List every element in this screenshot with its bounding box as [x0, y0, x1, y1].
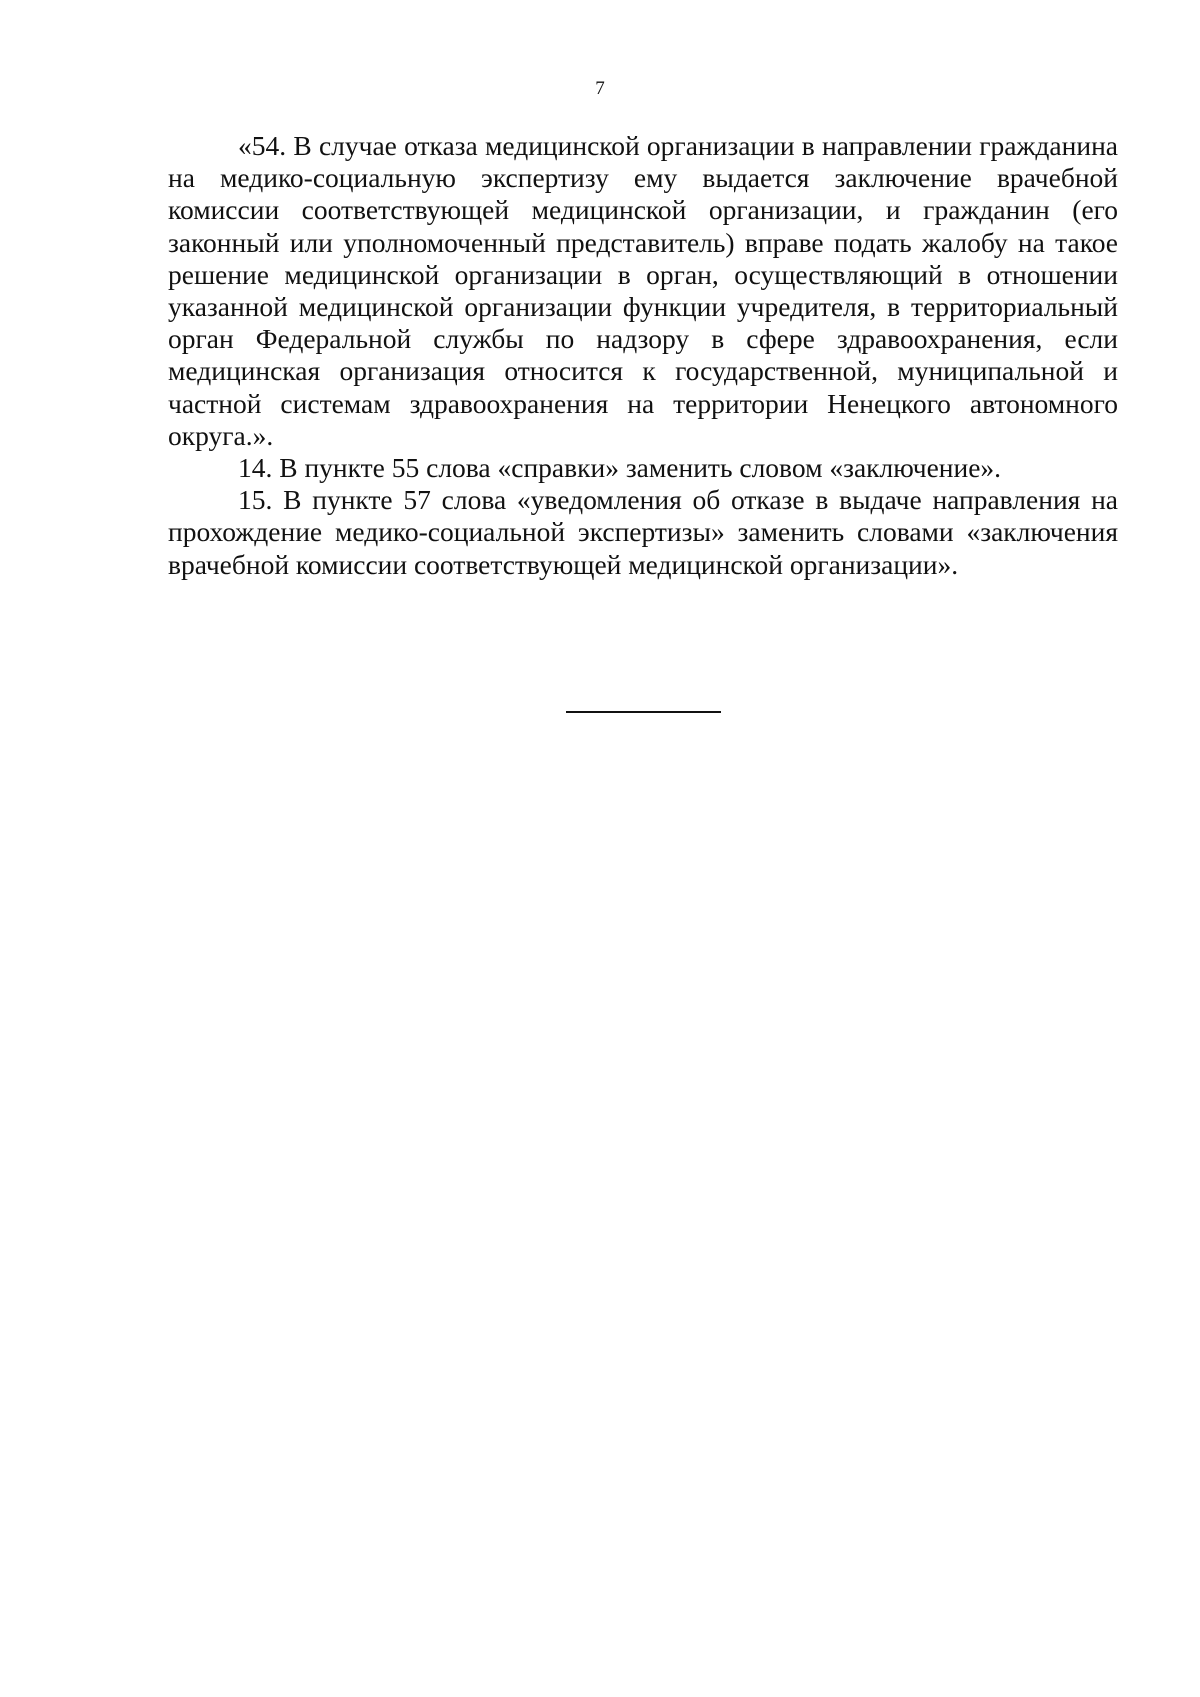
paragraph-item-15: 15. В пункте 57 слова «уведомления об отказе в выдаче направления на прохождение медико-социальной экспертизы» заменить словами «заключения врачебной комиссии соответствующей медицинской организации». [168, 484, 1118, 580]
paragraph-item-54: «54. В случае отказа медицинской организации в направлении гражданина на медико-социальную экспертизу ему выдается заключение врачебной комиссии соответствующей медицинской организации, и гражданин (его законный или уполномоченный представитель) вправе подать жалобу на такое решение медицинской организации в орган, осуществляющий в отношении указанной медицинской организации функции учредителя, в территориальный орган Федеральной службы по надзору в сфере здравоохранения, если медицинская организация относится к государственной, муниципальной и частной системам здравоохранения на территории Ненецкого автономного округа.». [168, 130, 1118, 451]
paragraph-item-14: 14. В пункте 55 слова «справки» заменить словом «заключение». [238, 452, 1002, 484]
document-body [168, 130, 1118, 581]
closing-rule [566, 711, 721, 713]
page-number: 7 [595, 78, 605, 99]
